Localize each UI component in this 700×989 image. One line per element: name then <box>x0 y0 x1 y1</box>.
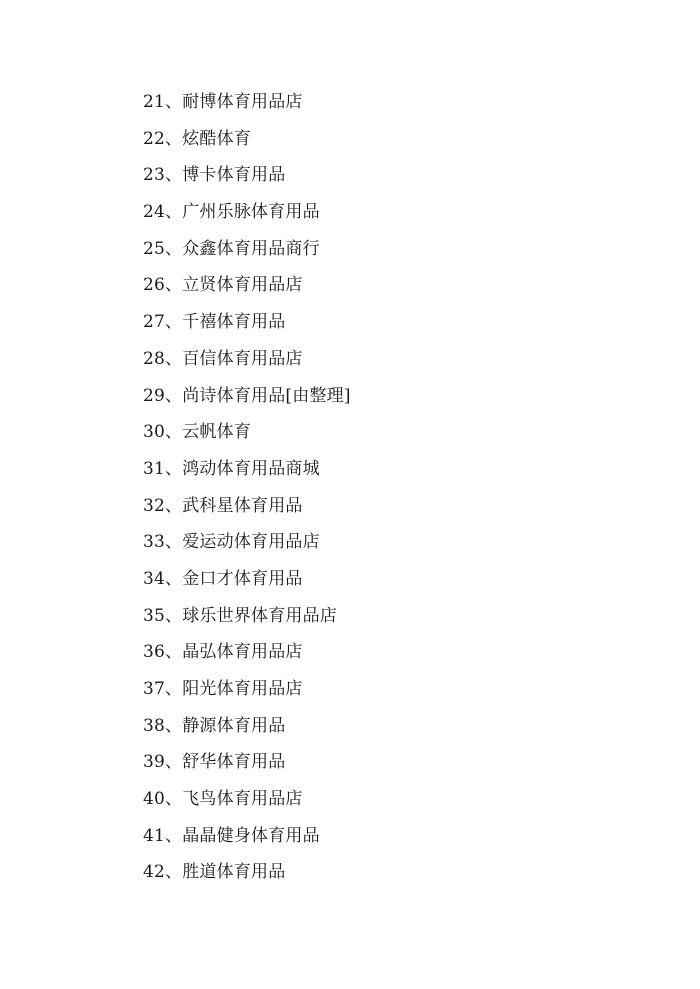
list-item: 23、博卡体育用品 <box>143 165 286 186</box>
name-list <box>143 90 351 897</box>
list-item: 40、飞鸟体育用品店 <box>143 789 303 810</box>
list-item: 32、武科星体育用品 <box>143 495 303 516</box>
list-item: 26、立贤体育用品店 <box>143 275 303 296</box>
list-item: 37、阳光体育用品店 <box>143 679 303 699</box>
list-item: 24、广州乐脉体育用品 <box>143 202 320 223</box>
list-item: 27、千禧体育用品 <box>143 312 286 333</box>
list-item: 41、晶晶健身体育用品 <box>143 825 320 846</box>
list-item: 25、众鑫体育用品商行 <box>143 238 320 259</box>
list-item: 35、球乐世界体育用品店 <box>143 605 338 626</box>
list-item: 28、百信体育用品店 <box>143 348 303 369</box>
list-item: 31、鸿动体育用品商城 <box>143 458 320 479</box>
list-item: 33、爱运动体育用品店 <box>143 532 320 553</box>
list-item: 39、舒华体育用品 <box>143 752 286 773</box>
list-item: 30、云帆体育 <box>143 422 252 443</box>
list-item: 42、胜道体育用品 <box>143 862 286 883</box>
list-item: 29、尚诗体育用品[由整理] <box>143 385 351 406</box>
list-item: 22、炫酷体育 <box>143 128 252 149</box>
list-item: 34、金口才体育用品 <box>143 568 303 589</box>
list-item: 21、耐博体育用品店 <box>143 92 303 112</box>
list-item: 38、静源体育用品 <box>143 715 286 736</box>
list-item: 36、晶弘体育用品店 <box>143 642 303 663</box>
